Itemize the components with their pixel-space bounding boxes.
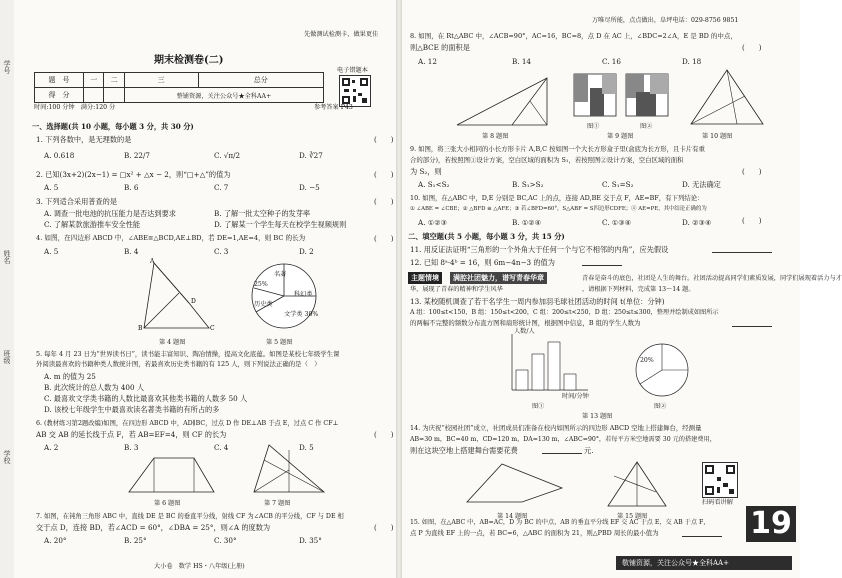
q10-option-d: D. ②③④	[682, 218, 712, 227]
score-table	[34, 72, 324, 103]
q9-option-b: B. S₁>S₂	[512, 180, 544, 189]
table-cell: 题 号	[35, 73, 84, 88]
question-2: 2. 已知(3x+2)(2x−1) = □x² + △x − 2，则“□+△”的值为	[36, 170, 231, 179]
table-cell: 得 分	[35, 88, 84, 103]
q1-option-d: D. ∛27	[299, 151, 323, 160]
question-7-line2: 交于点 D，连接 BD，若∠ACD = 60°，∠DBA = 25°，则∠A 的度数为	[36, 523, 271, 532]
question-6-line1: 6. (教材练习第2题改编)如图，在四边形 ABCD 中，AD∥BC，过点 D 作 DE⊥AB 于点 E，过点 C 作 CF⊥	[36, 420, 339, 427]
figure-7-caption: 第 7 题图	[264, 500, 291, 507]
q2-option-c: C. 7	[214, 183, 229, 192]
exam-title: 期末检测卷(二)	[154, 55, 224, 66]
figure-14-caption: 第 14 题图	[497, 513, 528, 520]
q3-option-a: A. 调查一批电池的抗压能力是否达到要求	[44, 209, 176, 218]
q4-option-c: C. 3	[214, 247, 229, 256]
figure-6-caption: 第 6 题图	[154, 500, 181, 507]
q3-option-b: B. 了解一批太空种子的发芽率	[214, 209, 311, 218]
q5-option-a: A. m 的值为 25	[44, 372, 96, 381]
pie-label-25: 25%	[254, 281, 268, 288]
table-cell	[83, 88, 103, 103]
pie-label-literature: 文学类 30%	[284, 311, 319, 318]
question-6-line2: AB 交 AB 的延长线于点 F，若 AB=EF=4，则 CF 的长为	[36, 430, 227, 439]
question-4: 4. 如图，在四边形 ABCD 中，∠ABE≅△BCD,AE⊥BD，若 DE=1,AE=4，则 BC 的长为	[36, 234, 306, 242]
margin-label-school: 学校	[3, 450, 11, 464]
pie-label-scifi: 科幻类	[294, 291, 313, 298]
table-cell: 三	[124, 73, 198, 88]
table-cell: 一	[83, 73, 103, 88]
promo-cell: 整铺资源，关注公众号★全科AA+	[124, 88, 323, 103]
answer-paren[interactable]: ( )	[742, 44, 762, 52]
histogram-xlabel: 时间/分钟	[562, 393, 589, 400]
question-14-line3: 则在这块空地上搭建舞台需要花费	[410, 446, 518, 455]
q6-option-b: B. 3	[124, 443, 139, 452]
answer-blank[interactable]	[542, 453, 582, 454]
top-note: 万唯尽所能，点点做出，阜坪电话：029-8756 9851	[592, 17, 739, 24]
figure-4-caption: 第 4 题图	[159, 339, 186, 346]
q2-option-b: B. 6	[124, 183, 139, 192]
figure-10	[687, 66, 767, 130]
margin-label-class: 班级	[3, 350, 11, 364]
score-table-score-row	[35, 88, 324, 103]
answer-reference: 参考答案 P43	[314, 104, 353, 111]
question-5-line1: 5. 每年 4 月 23 日为“世界读书日”，读书能丰富知识、陶冶情操，提高文化底蕴。如图是某校七年级学生课	[36, 350, 340, 358]
q5-option-c: C. 最喜欢文学类书籍的人数比最喜欢其他类书籍的人数多 50 人	[44, 394, 248, 403]
question-7-line1: 7. 如图，在钝角三角形 ABC 中，直线 DE 是 BC 的垂直平分线，射线 CF 为∠ACB 的平分线，CF 与 DE 相	[36, 513, 344, 520]
q3-option-c: C. 了解某款旅游推车安全性能	[44, 220, 141, 229]
pie-label-20: 20%	[640, 357, 654, 364]
answer-paren[interactable]: ( )	[742, 217, 762, 225]
q14-unit: 元.	[584, 446, 594, 455]
figure-15-caption: 第 15 题图	[617, 513, 648, 520]
q9-option-c: C. S₁=S₂	[602, 180, 634, 189]
figure-9	[572, 72, 672, 124]
answer-paren[interactable]: ( )	[374, 171, 394, 179]
histogram-ylabel: 人数/人	[514, 328, 535, 335]
q2-option-d: D. −5	[299, 183, 320, 192]
qr-code-icon[interactable]	[702, 462, 738, 498]
q3-option-d: D. 了解某一个学生每天在校学生视频规则	[214, 220, 347, 229]
answer-blank[interactable]	[582, 265, 622, 266]
figure-13-caption: 第 13 题图	[582, 413, 613, 420]
q6-option-d: D. 5	[299, 443, 314, 452]
score-table-header-row	[35, 73, 324, 88]
table-cell: 二	[104, 73, 124, 88]
q6-option-c: C. 4	[214, 443, 229, 452]
theme-intro-line1: 青春是奋斗的底色，社团是人生的舞台。社团活动提高同学们素质发展，同学们展现着活力与才	[582, 275, 842, 282]
page-number-badge: 19	[746, 506, 796, 542]
theme-tag-title: 满腔社团魅力，谱写青春华章	[450, 272, 547, 284]
question-8-line1: 8. 如图，在 Rt△ABC 中，∠ACB=90°，AC=16，BC=8，点 D 在 AC 上，∠BDC=2∠A，E 是 BD 的中点，	[410, 32, 737, 40]
answer-paren[interactable]: ( )	[374, 431, 394, 439]
q7-option-c: C. 30°	[214, 536, 237, 545]
answer-paren[interactable]: ( )	[374, 235, 394, 243]
binding-margin	[0, 0, 15, 578]
q7-option-a: A. 20°	[44, 536, 67, 545]
q9-option-a: A. S₁<S₂	[418, 180, 450, 189]
qr-caption: 电子错题本	[337, 67, 368, 74]
table-cell	[104, 88, 124, 103]
question-11: 11. 用反证法证明“三角形的一个外角大于任何一个与它不相邻的内角”，应先假设	[410, 245, 669, 254]
qr-side-text: 扫码看讲解	[702, 499, 733, 506]
section-2-heading: 二、填空题(共 5 小题，每小题 3 分，共 15 分)	[408, 232, 565, 241]
question-3: 3. 下列适合采用普查的是	[36, 197, 118, 206]
left-page	[14, 0, 396, 578]
question-9-line2: 合的部分)，若按照图①设计方案，空白区域的面积为 S₁，若按照图②设计方案，空白区域的面积	[410, 156, 684, 164]
theme-intro-line2: 华，展现了青春的精神和学生风华	[410, 286, 503, 293]
q9-option-d: D. 无法确定	[682, 180, 721, 189]
question-5-line2: 外阅读最喜欢的书籍种类人数统计图，若最喜欢历史类书籍的有 125 人，则下列说法正确的是（ ）	[36, 360, 321, 368]
figure-6	[124, 452, 224, 498]
answer-paren[interactable]: ( )	[374, 136, 394, 144]
figure-4	[134, 258, 224, 338]
pie-label-mingzhu: 名著	[274, 271, 287, 278]
question-8-line2: 则△BCE 的面积是	[410, 43, 470, 52]
margin-label-student-id: 学号	[3, 60, 11, 74]
figure-10-caption: 第 10 题图	[702, 133, 733, 140]
svg-text:B: B	[138, 325, 143, 332]
q7-option-b: B. 25°	[124, 536, 147, 545]
q1-option-a: A. 0.618	[44, 151, 75, 160]
question-10-line1: 10. 如图，在△ABC 中，D,E 分别是 BC,AC 上的点，连接 AD,BE 交于点 F，AE=BF，有下列结论：	[410, 194, 704, 202]
question-13-line1: 13. 某校随机调查了若干名学生一周内参加羽毛球社团活动的时间 t(单位：分钟)	[410, 297, 665, 306]
q8-option-b: B. 14	[512, 57, 531, 66]
figure-14	[462, 458, 572, 508]
q4-option-b: B. 4	[124, 247, 139, 256]
question-9-line3: 为 S₂，则	[410, 167, 442, 176]
question-15-line2: 点 P 为直线 EF 上的一点，若 BC=6，△ABC 的面积为 21，则△PBD 周长的最小值为	[410, 529, 659, 537]
question-9-line1: 9. 如图，将三张大小相同的小长方形卡片 A,B,C 按如图一个大长方形盒子里(盒底为长方形，且卡片有重	[410, 145, 705, 153]
svg-text:A: A	[150, 258, 155, 265]
figure-5-caption: 第 5 题图	[266, 339, 293, 346]
figure-15	[602, 458, 672, 512]
theme-tag: 主题情境	[408, 272, 442, 284]
answer-blank[interactable]	[682, 536, 722, 537]
question-10-line2: ① ∠ABE = ∠CBE；② △BFD ≅ △AFE；③ 若∠BFD=60°，S△ABF = S四边形CDFE；④ AE=PE，其中结论正确的为	[410, 206, 707, 212]
answer-paren[interactable]: ( )	[742, 168, 762, 176]
q10-option-b: B. ①②④	[512, 218, 542, 227]
question-14-line2: AB=30 m，BC=40 m，CD=120 m，DA=130 m，∠ABC=90°，若每平方米空地需要 30 元的搭建费用，	[410, 436, 716, 443]
question-1: 1. 下列各数中，是无理数的是	[36, 135, 132, 144]
q2-option-a: A. 5	[44, 183, 59, 192]
answer-paren[interactable]: ( )	[374, 198, 394, 206]
figure-8	[452, 70, 562, 130]
figure-9-label-1: 图①	[587, 123, 600, 130]
figure-13-histogram	[502, 330, 592, 398]
q4-option-d: D. 2	[299, 247, 314, 256]
pie-figure-label: 图②	[654, 403, 667, 410]
q10-option-c: C. ①③④	[602, 218, 632, 227]
question-12: 12. 已知 8ᵃ·4ᵇ = 16，则 6m−4n−3 的值为	[410, 258, 555, 267]
q1-option-c: C. √π/2	[214, 151, 241, 160]
table-cell: 总分	[198, 73, 323, 88]
figure-9-caption: 第 9 题图	[607, 133, 634, 140]
q1-option-b: B. 22/7	[124, 151, 150, 160]
right-footer: 敬铺资源，关注公众号★全科AA+	[616, 556, 792, 570]
question-13-line3: 的两幅不完整的频数分布直方图和扇形统计图，根据图中信息，B 组的学生人数为	[410, 319, 641, 327]
right-page	[402, 0, 842, 578]
histogram-label: 图①	[532, 403, 545, 410]
margin-label-name: 姓名	[3, 250, 11, 264]
q8-option-c: C. 16	[602, 57, 621, 66]
answer-paren[interactable]: ( )	[374, 524, 394, 532]
figure-9-label-2: 图②	[640, 123, 653, 130]
svg-text:D: D	[191, 298, 196, 305]
svg-text:C: C	[210, 325, 215, 332]
top-note: 先做测试检测卡，做果更佳	[304, 31, 379, 38]
question-15-line1: 15. 如图，在△ABC 中，AB=AC，D 为 BC 的中点，AB 的垂直平分线 EF 交 AC 于点 E，交 AB 于点 F，	[410, 519, 710, 526]
q7-option-d: D. 35°	[299, 536, 322, 545]
figure-13-pie-chart	[632, 340, 692, 400]
q8-option-a: A. 12	[418, 57, 437, 66]
left-footer: 大小卷 数学 HS・八年级(上册)	[154, 563, 245, 570]
q5-option-b: B. 此次统计的总人数为 400 人	[44, 383, 145, 392]
figure-8-caption: 第 8 题图	[482, 133, 509, 140]
q5-option-d: D. 该校七年级学生中最喜欢读名著类书籍的有所占的多	[44, 405, 220, 414]
q4-option-a: A. 5	[44, 247, 59, 256]
pie-label-history: 历史类	[254, 301, 273, 308]
answer-blank[interactable]	[712, 252, 772, 253]
q10-option-a: A. ①②③	[418, 218, 448, 227]
q6-option-a: A. 2	[44, 443, 59, 452]
figure-7	[249, 440, 329, 500]
question-14-line1: 14. 为庆祝“校园社团”成立，社团成员们准备在校内如图所示的四边形 ABCD 空地上搭建舞台，经测量	[410, 424, 702, 432]
theme-intro-line3: ，请根据下列材料，完成第 13～14 题。	[582, 286, 695, 293]
section-1-heading: 一、选择题(共 10 小题，每小题 3 分，共 30 分)	[32, 122, 194, 131]
question-13-line2: A 组：100≤t<150，B 组：150≤t<200，C 组：200≤t<250，D 组：250≤t≤300，整理并绘制成如图所示	[410, 309, 719, 316]
answer-blank[interactable]	[732, 326, 772, 327]
q8-option-d: D. 18	[682, 57, 702, 66]
time-line: 时间:100 分钟 满分:120 分	[34, 104, 116, 111]
